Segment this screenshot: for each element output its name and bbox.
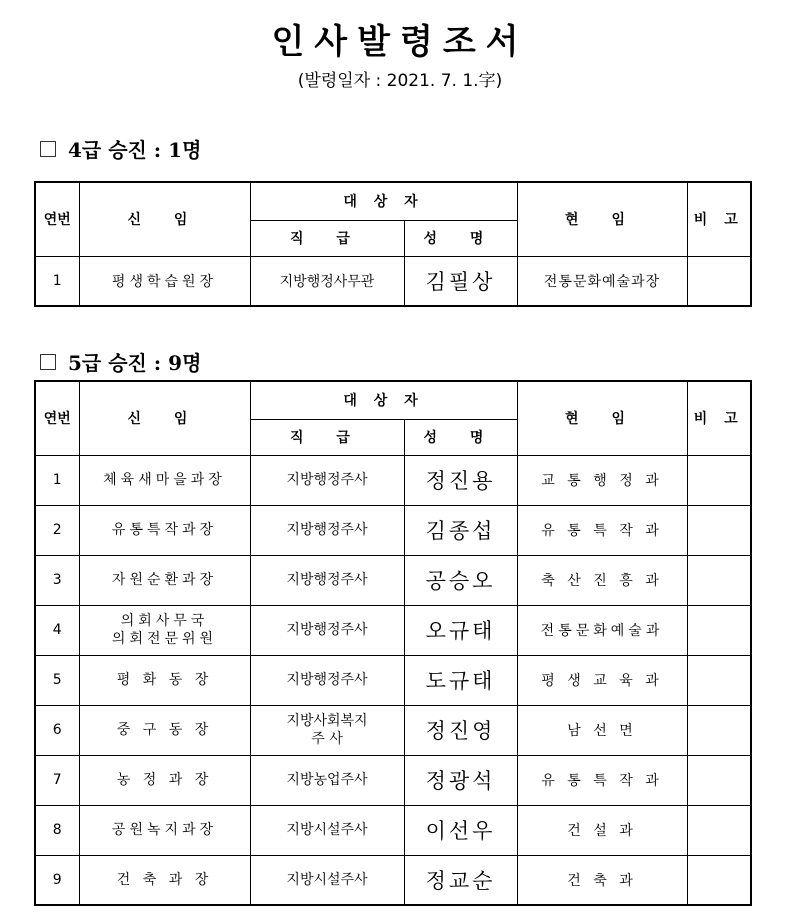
cell-current-post: 전통문화예술과장: [517, 256, 687, 306]
cell-remarks: [687, 605, 751, 655]
table-row: [35, 555, 751, 605]
cell-new-post: 농 정 과 장: [79, 755, 250, 805]
cell-new-post: 건 축 과 장: [79, 855, 250, 905]
cell-rank: 지방행정사무관: [250, 256, 404, 306]
table-row: [35, 755, 751, 805]
cell-no: 1: [35, 455, 79, 505]
document-subtitle: (발령일자 : 2021. 7. 1.字): [297, 71, 503, 91]
cell-remarks: [687, 855, 751, 905]
document-title: 인사발령조서: [271, 22, 529, 62]
cell-name: 이선우: [404, 805, 517, 855]
cell-current-post: 평 생 교 육 과: [517, 655, 687, 705]
section-heading-label: 4급 승진 : 1명: [68, 138, 202, 162]
cell-name: 오규태: [404, 605, 517, 655]
cell-rank: 지방행정주사: [250, 455, 404, 505]
table-row: [35, 805, 751, 855]
header-remarks: 비 고: [687, 182, 751, 256]
cell-rank: 지방사회복지 주 사: [250, 705, 404, 755]
header-remarks: 비 고: [687, 381, 751, 455]
cell-no: 9: [35, 855, 79, 905]
cell-no: 1: [35, 256, 79, 306]
checkbox-icon: [40, 141, 56, 157]
promotion-table-grade5: [34, 380, 752, 906]
cell-remarks: [687, 705, 751, 755]
cell-name: 공승오: [404, 555, 517, 605]
header-target: 대 상 자: [250, 381, 517, 419]
cell-current-post: 전통문화예술과: [517, 605, 687, 655]
header-new-post: 신 임: [79, 381, 250, 455]
table-row: [35, 855, 751, 905]
table-row: [35, 505, 751, 555]
table-row: [35, 256, 751, 306]
promotion-table-grade4: [34, 181, 752, 307]
cell-name: 김종섭: [404, 505, 517, 555]
cell-rank: 지방행정주사: [250, 505, 404, 555]
cell-new-post: 의회사무국 의회전문위원: [79, 605, 250, 655]
cell-rank: 지방농업주사: [250, 755, 404, 805]
cell-current-post: 건 설 과: [517, 805, 687, 855]
header-name: 성 명: [404, 419, 517, 455]
header-no: 연번: [35, 381, 79, 455]
cell-rank: 지방행정주사: [250, 655, 404, 705]
cell-new-post: 체육새마을과장: [79, 455, 250, 505]
cell-new-post: 평생학습원장: [79, 256, 250, 306]
section-heading-grade4: [40, 134, 201, 163]
table-row: [35, 605, 751, 655]
cell-no: 3: [35, 555, 79, 605]
cell-current-post: 건 축 과: [517, 855, 687, 905]
cell-no: 4: [35, 605, 79, 655]
cell-current-post: 교 통 행 정 과: [517, 455, 687, 505]
cell-remarks: [687, 805, 751, 855]
cell-rank: 지방시설주사: [250, 855, 404, 905]
cell-current-post: 유 통 특 작 과: [517, 505, 687, 555]
section-heading-grade5: [40, 347, 201, 376]
header-rank: 직 급: [250, 419, 404, 455]
cell-name: 정진영: [404, 705, 517, 755]
cell-remarks: [687, 755, 751, 805]
cell-current-post: 축 산 진 흥 과: [517, 555, 687, 605]
checkbox-icon: [40, 354, 56, 370]
cell-rank: 지방행정주사: [250, 605, 404, 655]
header-target: 대 상 자: [250, 182, 517, 220]
header-current-post: 현 임: [517, 381, 687, 455]
cell-rank: 지방행정주사: [250, 555, 404, 605]
section-heading-label: 5급 승진 : 9명: [68, 351, 202, 375]
cell-new-post: 평 화 동 장: [79, 655, 250, 705]
cell-new-post: 공원녹지과장: [79, 805, 250, 855]
header-current-post: 현 임: [517, 182, 687, 256]
cell-name: 김필상: [404, 256, 517, 306]
cell-current-post: 남 선 면: [517, 705, 687, 755]
cell-name: 정진용: [404, 455, 517, 505]
cell-remarks: [687, 505, 751, 555]
cell-name: 정광석: [404, 755, 517, 805]
table-row: [35, 655, 751, 705]
cell-remarks: [687, 655, 751, 705]
cell-no: 2: [35, 505, 79, 555]
cell-remarks: [687, 555, 751, 605]
table-row: [35, 705, 751, 755]
cell-remarks: [687, 256, 751, 306]
cell-no: 8: [35, 805, 79, 855]
header-name: 성 명: [404, 220, 517, 256]
table-row: [35, 455, 751, 505]
cell-name: 정교순: [404, 855, 517, 905]
cell-new-post: 유통특작과장: [79, 505, 250, 555]
cell-no: 6: [35, 705, 79, 755]
cell-current-post: 유 통 특 작 과: [517, 755, 687, 805]
header-new-post: 신 임: [79, 182, 250, 256]
cell-rank: 지방시설주사: [250, 805, 404, 855]
cell-new-post: 자원순환과장: [79, 555, 250, 605]
cell-no: 7: [35, 755, 79, 805]
cell-no: 5: [35, 655, 79, 705]
header-rank: 직 급: [250, 220, 404, 256]
cell-name: 도규태: [404, 655, 517, 705]
cell-remarks: [687, 455, 751, 505]
cell-new-post: 중 구 동 장: [79, 705, 250, 755]
header-no: 연번: [35, 182, 79, 256]
